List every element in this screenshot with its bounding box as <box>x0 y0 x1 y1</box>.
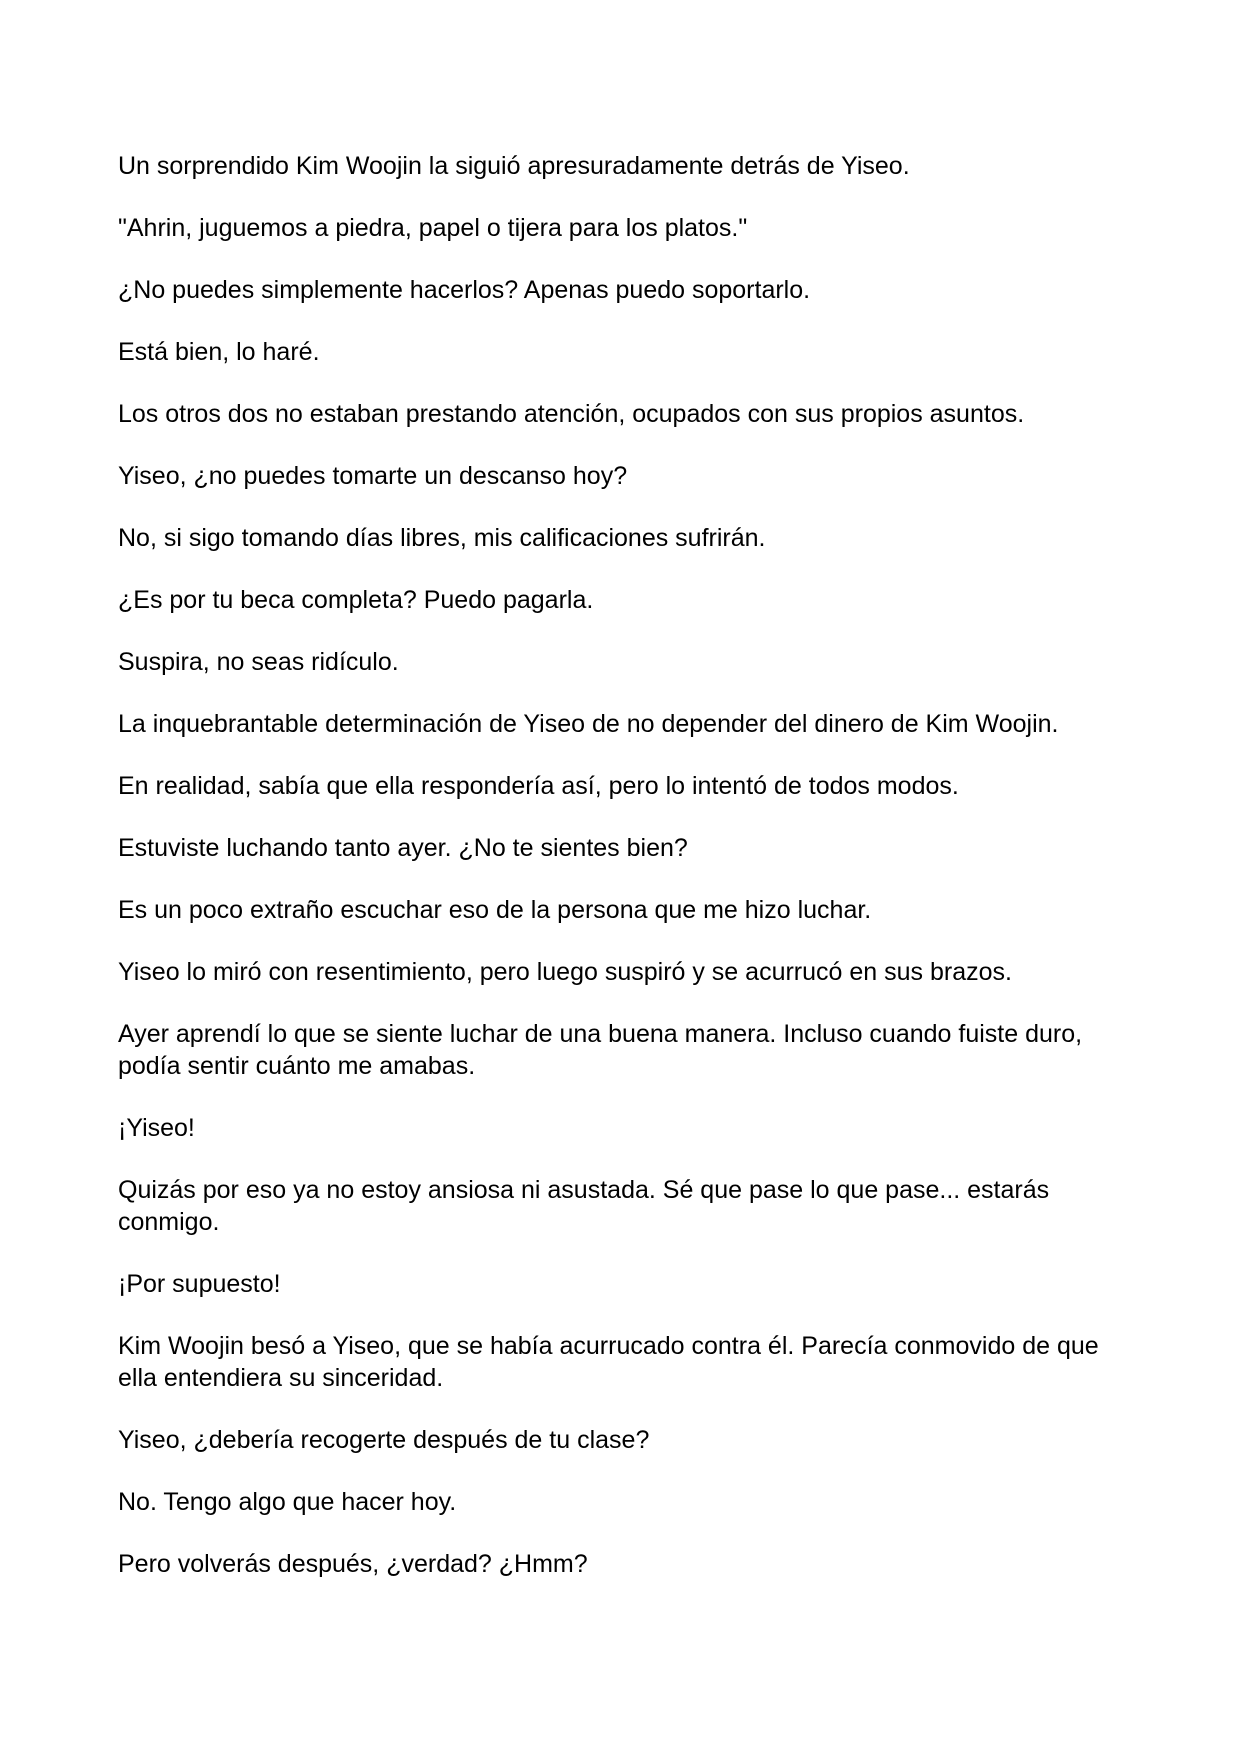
paragraph: No. Tengo algo que hacer hoy. <box>118 1488 457 1516</box>
paragraph: ¡Yiseo! <box>118 1114 195 1142</box>
paragraph: Los otros dos no estaban prestando atención, ocupados con sus propios asuntos. <box>118 400 1025 428</box>
paragraph: Suspira, no seas ridículo. <box>118 648 399 676</box>
paragraph: Quizás por eso ya no estoy ansiosa ni asustada. Sé que pase lo que pase... estarás conmigo. <box>118 1176 1050 1236</box>
paragraph: Es un poco extraño escuchar eso de la persona que me hizo luchar. <box>118 896 872 924</box>
paragraph: ¿No puedes simplemente hacerlos? Apenas puedo soportarlo. <box>118 276 811 304</box>
paragraph: La inquebrantable determinación de Yiseo de no depender del dinero de Kim Woojin. <box>118 710 1059 738</box>
paragraph: ¿Es por tu beca completa? Puedo pagarla. <box>118 586 594 614</box>
paragraph: Yiseo lo miró con resentimiento, pero luego suspiró y se acurrucó en sus brazos. <box>118 958 1012 986</box>
paragraph: Un sorprendido Kim Woojin la siguió apresuradamente detrás de Yiseo. <box>118 152 910 180</box>
paragraph: Yiseo, ¿debería recogerte después de tu clase? <box>118 1426 650 1454</box>
paragraph: Está bien, lo haré. <box>118 338 320 366</box>
paragraph: Kim Woojin besó a Yiseo, que se había acurrucado contra él. Parecía conmovido de que ella entendiera su sinceridad. <box>118 1332 1099 1392</box>
paragraph: Ayer aprendí lo que se siente luchar de una buena manera. Incluso cuando fuiste duro, podía sentir cuánto me amabas. <box>118 1020 1083 1080</box>
paragraph: No, si sigo tomando días libres, mis calificaciones sufrirán. <box>118 524 766 552</box>
paragraph: En realidad, sabía que ella respondería así, pero lo intentó de todos modos. <box>118 772 959 800</box>
paragraph: Yiseo, ¿no puedes tomarte un descanso hoy? <box>118 462 628 490</box>
paragraph: ¡Por supuesto! <box>118 1270 281 1298</box>
paragraph: "Ahrin, juguemos a piedra, papel o tijera para los platos." <box>118 214 748 242</box>
paragraph: Estuviste luchando tanto ayer. ¿No te sientes bien? <box>118 834 688 862</box>
paragraph: Pero volverás después, ¿verdad? ¿Hmm? <box>118 1550 588 1578</box>
document-body <box>118 150 1123 1610</box>
